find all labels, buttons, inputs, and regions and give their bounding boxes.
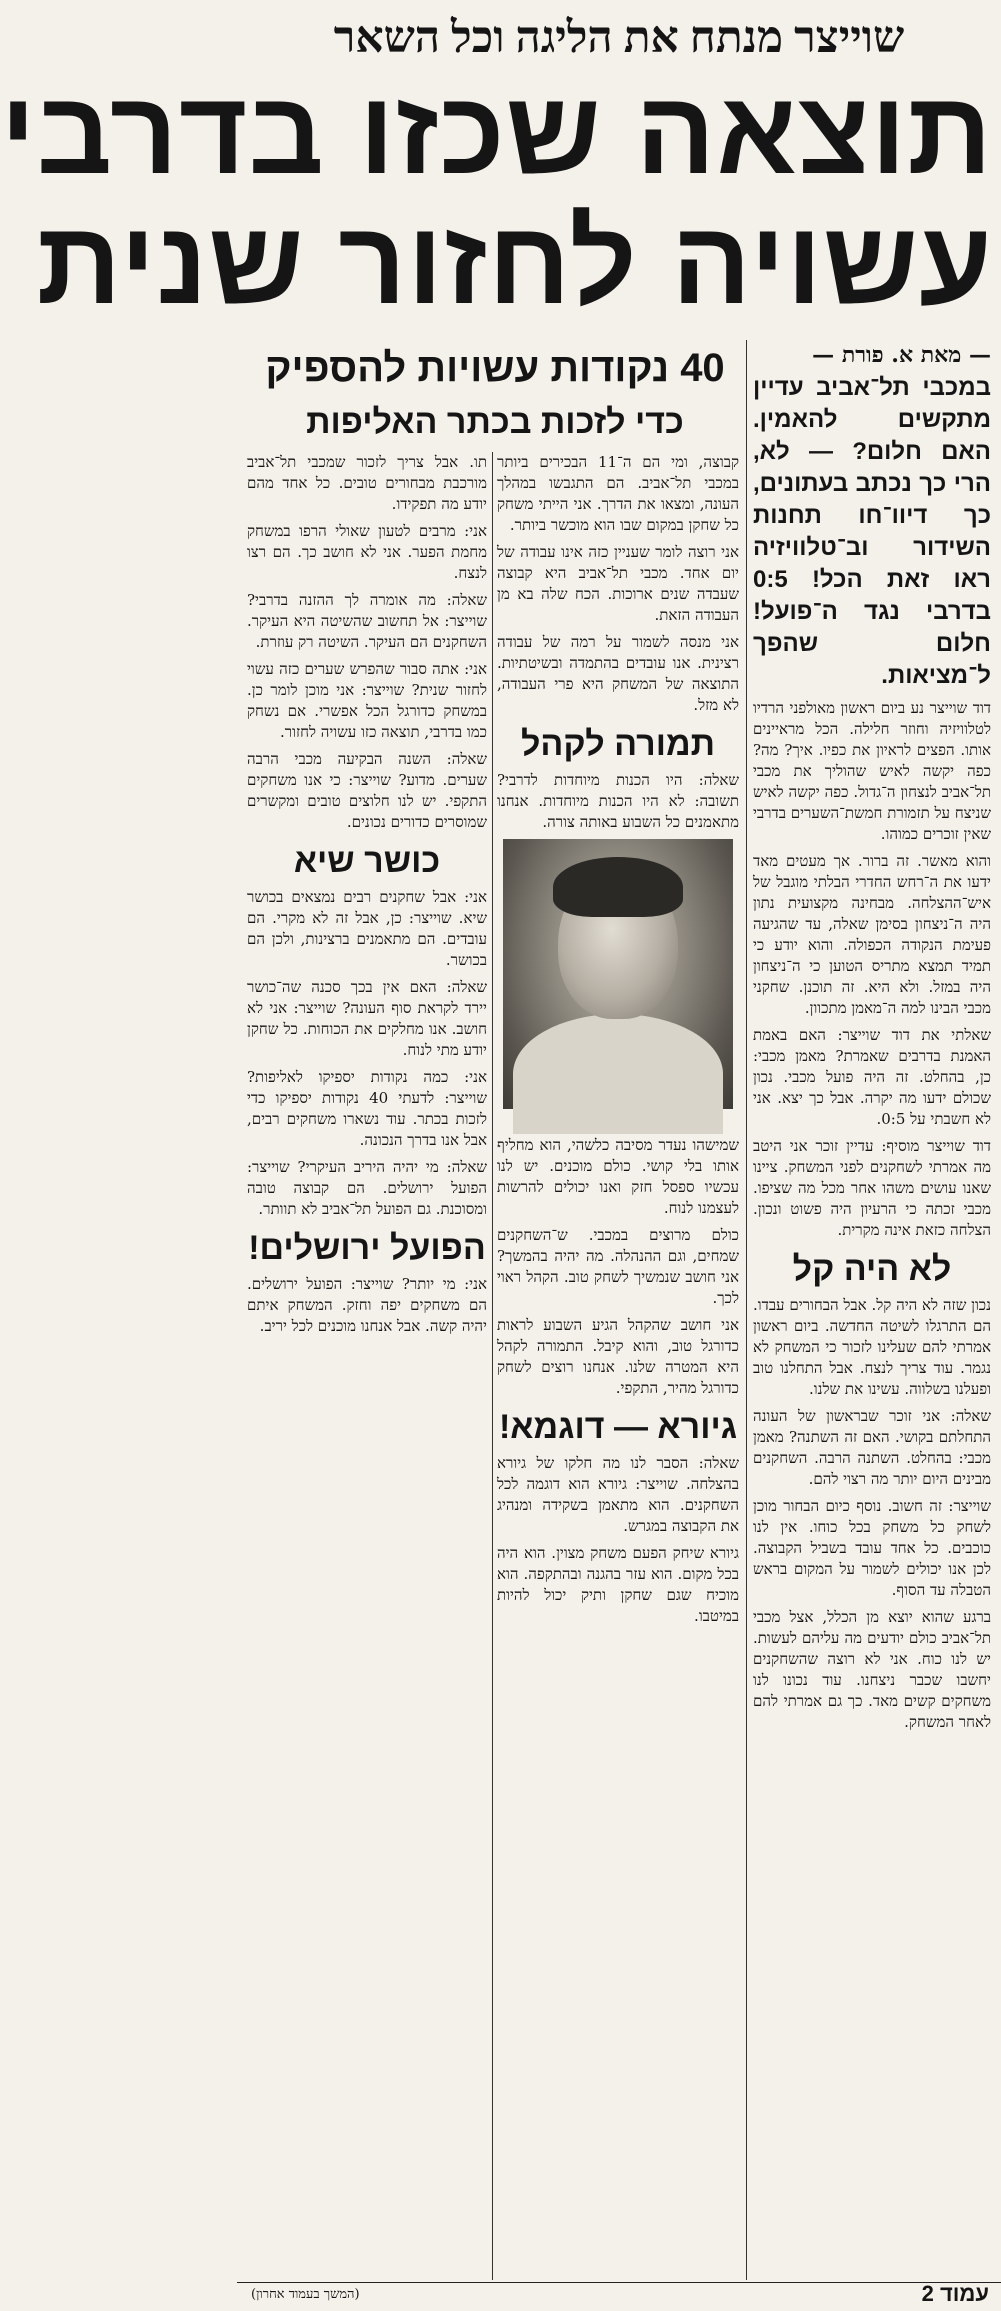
main-headline-line-1: תוצאה שכזו בדרבי (0, 67, 993, 199)
paragraph: אני מנסה לשמור על רמה של עבודה רצינית. אנו עובדים בהתמדה ובשיטתיות. התוצאה של המשחק היא פרי העבודה, לא מזל. (497, 633, 739, 714)
paragraph: דוד שוייצר מוסיף: עדיין זוכר אני היטב מה אמרתי לשחקנים לפני המשחק. ציינו שאנו עושים משהו אחר מכל מה שציפו. מכבי זכתה כי הרעיון היה פשוט ונכון. הצלחה כזאת אינה מקרית. (753, 1137, 991, 1239)
byline: — מאת א. פורת — (812, 342, 991, 368)
main-headline-line-2: עשויה לחזור שנית (36, 197, 993, 329)
paragraph: תו. אבל צריך לזכור שמכבי תל־אביב מורכבת מבחורים טובים. כל אחד מהם יודע מה תפקידו. (247, 453, 487, 513)
paragraph: דוד שוייצר נע ביום ראשון מאולפני הרדיו לטלוויזיה וחוזר חלילה. הכל מראיינים אותו. הפצים לראיון את כפיו. איך? מה? כפה יקשה לאיש שהוליך את מכבי תל־אביב לנצחון ה־גדול. כפה יקשה לאיש שניצח על תזמורת חמשת־השערים בדרבי שאין זוכרים כמוהו. (753, 699, 991, 843)
paragraph: אני: מרבים לטעון שאולי הרפו במשחק מחמת הפער. אני לא חושב כך. הם רצו לנצח. (247, 522, 487, 582)
paragraph: אני: אבל שחקנים רבים נמצאים בכושר שיא. שוייצר: כן, אבל זה לא מקרי. הם עובדים. הם מתאמנים ברצינות, ולכן הם בכושר. (247, 888, 487, 969)
section-subhead: תמורה לקהל (520, 725, 716, 763)
paragraph: כולם מרוצים במכבי. ש־השחקנים שמחים, וגם ההנהלה. מה יהיה בהמשך? אני חושב שנמשיך לשחק טוב. הקהל ראוי לכך. (497, 1226, 739, 1307)
subheadline-line-1: 40 נקודות עשויות להספיק (265, 346, 725, 390)
paragraph: שאלה: הסבר לנו מה חלקו של גיורא בהצלחה. שוייצר: גיורא הוא דוגמה לכל השחקנים. הוא מתאמן בשקידה ומנהיג את הקבוצה במגרש. (497, 1454, 739, 1535)
paragraph: שמישהו נעדר מסיבה כלשהי, הוא מחליף אותו בלי קושי. כולם מוכנים. יש לנו עכשיו ספסל חזק ואנו יכולים להרשות לעצמנו לנוח. (497, 1136, 739, 1217)
paragraph: אני: מי יותר? שוייצר: הפועל ירושלים. הם משחקים יפה וחזק. המשחק איתם יהיה קשה. אבל אנחנו מוכנים לכל יריב. (247, 1275, 487, 1335)
paragraph: אני: אתה סבור שהפרש שערים כזה עשוי לחזור שנית? שוייצר: אני מוכן לומר כן. במשחק כדורגל הכל אפשרי. אם נשחק כמו בדרבי, תוצאה כזו עשויה לחזור. (247, 660, 487, 741)
subheadline-line-2: כדי לזכות בכתר האליפות (306, 403, 684, 441)
column-divider-left (492, 452, 493, 2280)
paragraph: והוא מאשר. זה ברור. אך מעטים מאד ידעו את ה־רחש החדרי הבלתי מוגבל של איש־ההצלחה. מבחינה מקצועית נתון היה ה־ניצחון בסימן שאלה, עד שהגיעה פעימת הנקודה הכפולה. והוא יודע כי תמיד תמצא מתריס הטוען כי ה־ניצחון היה במזל. ולא היא. זה תוכנן. שחקני מכבי הבינו למה ה־מאמן מתכוון. (753, 852, 991, 1017)
article-column-right (753, 340, 991, 2280)
paragraph: נכון שזה לא היה קל. אבל הבחורים עבדו. הם התרגלו לשיטה החדשה. ביום ראשון אמרתי להם שעלינו לזכור כי המשחק לא נגמר. עוד צריך לנצח. אבל התחלנו טוב ופעלנו בשלווה. עשינו את שלנו. (753, 1296, 991, 1398)
footer-rule (237, 2282, 1001, 2283)
section-subhead: לא היה קל (792, 1250, 952, 1288)
page-number: עמוד 2 (921, 2281, 989, 2306)
column-divider-right (746, 340, 747, 2280)
kicker-headline: שוייצר מנתח את הליגה וכל השאר (333, 13, 905, 62)
article-column-left (247, 452, 487, 2280)
paragraph: שאלה: האם אין בכך סכנה שה־כושר יירד לקראת סוף העונה? שוייצר: אני לא חושב. אנו מחלקים את הכוחות. כל שחקן יודע מתי לנוח. (247, 978, 487, 1059)
paragraph: שאלה: מי יהיה היריב העיקרי? שוייצר: הפועל ירושלים. הם קבוצה טובה ומסוכנת. גם הפועל תל־אביב לא תוותר. (247, 1158, 487, 1218)
section-subhead: הפועל ירושלים! (248, 1229, 486, 1267)
paragraph: ברגע שהוא יוצא מן הכלל, אצל מכבי תל־אביב כולם יודעים מה עליהם לעשות. יש לנו כוח. אני לא רוצה שהשחקנים יחשבו שכבר ניצחנו. עוד נכונו לנו משחקים קשים מאד. כך גם אמרתי להם לאחר המשחק. (753, 1608, 991, 1731)
paragraph: גיורא שיחק הפעם משחק מצוין. הוא היה בכל מקום. הוא עזר בהגנה ובהתקפה. הוא מוכיח שגם שחקן ותיק יכול להיות במיטבו. (497, 1544, 739, 1625)
photo-shoulders (513, 1014, 723, 1134)
paragraph: אני חושב שהקהל הגיע השבוע לראות כדורגל טוב, והוא קיבל. התמורה לקהל היא המטרה שלנו. אנחנו רוצים לשחק כדורגל מהיר, התקפי. (497, 1316, 739, 1397)
paragraph: שאלה: היו הכנות מיוחדות לדרבי? תשובה: לא היו הכנות מיוחדות. אנחנו מתאמנים כל השבוע באותה צורה. (497, 771, 739, 831)
paragraph: שאלתי את דוד שוייצר: האם באמת האמנת בדרבים שאמרת? מאמן מכבי: כן, בהחלט. זה היה פועל מכבי. נכון שכולם ידעו מה יקרה. אבל כך יצא. אני לא חשבתי על 0:5. (753, 1026, 991, 1128)
photo-hair (553, 857, 683, 917)
paragraph: שוייצר: זה חשוב. נוסף כיום הבחור מוכן לשחק כל משחק בכל כוחו. אין לנו כוכבים. כל אחד עובד בשביל הקבוצה. לכן אנו יכולים לשמור על המקום בראש הטבלה עד הסוף. (753, 1497, 991, 1599)
lead-paragraph: במכבי תל־אביב עדיין מתקשים להאמין. האם חלום? — לא, הרי כך נכתב בעתונים, כך דיוו־חו תחנות השידור וב־טלוויזיה ראו זאת הכל! 0:5 בדרבי נגד ה־פועל! חלום שהפך ל־מציאות. (753, 374, 991, 689)
portrait-photo (503, 839, 733, 1109)
paragraph: שאלה: מה אומרה לך ההזנה בדרבי? שוייצר: אל תחשוב שהשיטה היא העיקר. השחקנים הם העיקר. השיטה רק עוזרת. (247, 591, 487, 651)
section-subhead: גיורא — דוגמא! (498, 1408, 738, 1446)
paragraph: שאלה: השנה הבקיעה מכבי הרבה שערים. מדוע? שוייצר: כי אנו משחקים התקפי. יש לנו חלוצים טובים ומקשרים שמוסרים כדורים נכונים. (247, 750, 487, 831)
section-subhead: כושר שיא (293, 842, 441, 880)
paragraph: קבוצה, ומי הם ה־11 הבכירים ביותר במכבי תל־אביב. הם התגבשו במהלך העונה, ומצאו את הדרך. אני הייתי משחק כל שחקן במקום שבו הוא מוכשר ביותר. (497, 453, 739, 534)
paragraph: אני רוצה לומר שעניין כזה אינו עבודה של יום אחד. מכבי תל־אביב היא קבוצה שעבדה שנים ארוכות. הכח שלה בא מן העבודה הזאת. (497, 543, 739, 624)
continued-note: (המשך בעמוד אחרון) (251, 2287, 360, 2302)
paragraph: אני: כמה נקודות יספיקו לאליפות? שוייצר: לדעתי 40 נקודות יספיקו כדי לזכות בכתר. עוד נשארו משחקים רבים, אבל אנו בדרך הנכונה. (247, 1068, 487, 1149)
paragraph: שאלה: אני זוכר שבראשון של העונה התחלתם בקושי. האם זה השתנה? מאמן מכבי: בהחלט. השתנה הרבה. השחקנים מבינים היום יותר מה רצוי להם. (753, 1407, 991, 1488)
article-column-middle (497, 452, 739, 2280)
